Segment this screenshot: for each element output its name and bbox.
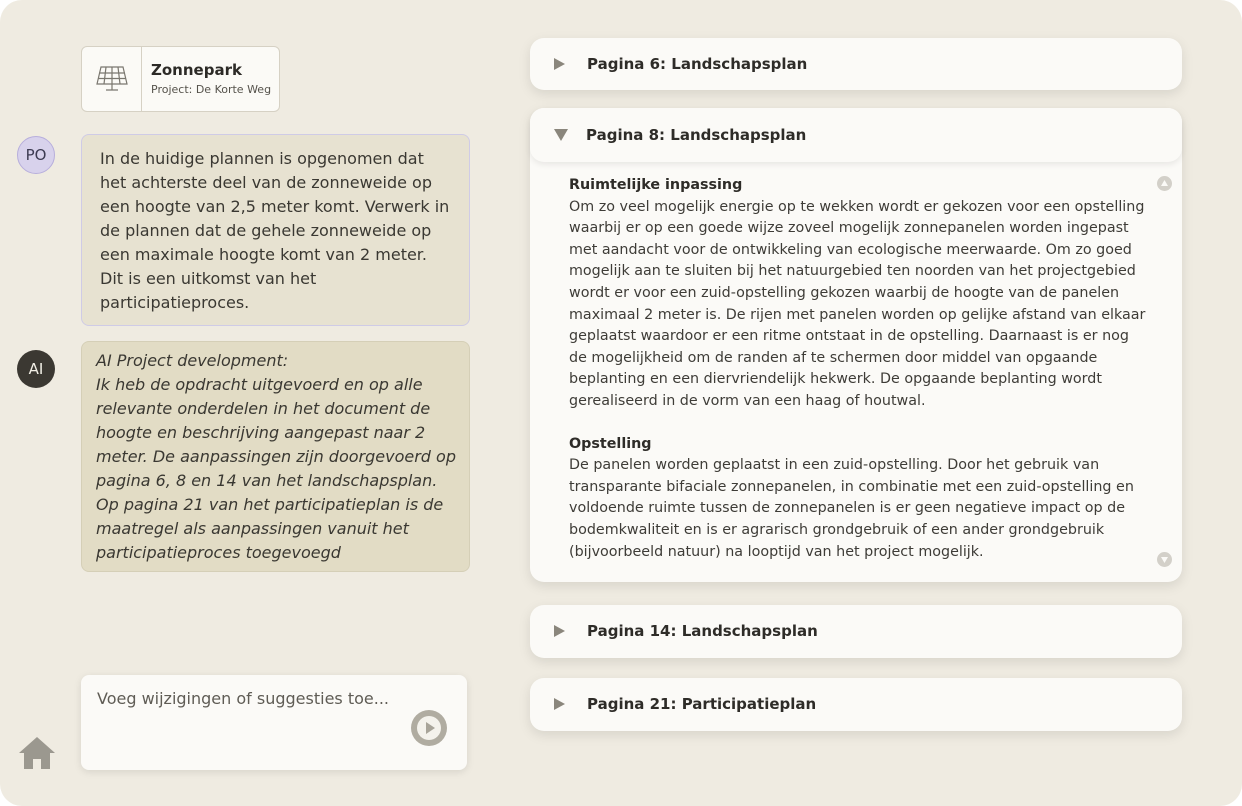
panel-content <box>569 175 1149 563</box>
solar-panel-icon <box>82 47 142 111</box>
triangle-right-icon <box>554 625 565 637</box>
ai-message <box>81 341 470 572</box>
panel-header-pagina-21[interactable] <box>530 678 1182 730</box>
triangle-right-icon <box>554 698 565 710</box>
user-avatar: PO <box>17 136 55 174</box>
panel-title: Pagina 8: Landschapsplan <box>586 126 807 144</box>
panel-pagina-14 <box>530 605 1182 658</box>
project-name: Zonnepark <box>151 61 242 79</box>
suggestion-input-box[interactable] <box>81 675 467 770</box>
suggestion-input[interactable] <box>97 689 397 708</box>
panel-pagina-21 <box>530 678 1182 731</box>
panel-pagina-6 <box>530 38 1182 90</box>
panel-title: Pagina 14: Landschapsplan <box>587 622 818 640</box>
section-text: Om zo veel mogelijk energie op te wekken wordt er gekozen voor een opstelling waarbij er op een goede wijze zoveel mogelijk zonnepanelen worden ingepast met aandacht voor de ontwikkeling van ecologische meerwaarde. Om zo goed mogelijk aan te sluiten bij het natuurgebied ten noorden van het projectgebied wordt er voor een zuid-opstelling gekozen waarbij de hoogte van de panelen maximaal 2 meter is. De rijen met panelen worden op gelijke afstand van elkaar geplaatst waardoor er een ritme ontstaat in de opstelling. Daarnaast is er nog de mogelijkheid om de randen af te schermen door middel van opgaande beplanting en een diervriendelijk hekwerk. De opgaande beplanting wordt gerealiseerd in de vorm van een haag of houtwal. <box>569 198 1146 409</box>
ai-avatar: AI <box>17 350 55 388</box>
home-icon <box>18 736 56 770</box>
play-icon <box>411 710 447 746</box>
project-subtitle: Project: De Korte Weg <box>151 83 272 96</box>
panel-header-pagina-8[interactable] <box>530 108 1182 162</box>
section-text: De panelen worden geplaatst in een zuid-opstelling. Door het gebruik van transparante bifaciale zonnepanelen, in combinatie met een zuid-opstelling en voldoende ruimte tussen de zonnepanelen is er geen negatieve impact op de bodemkwaliteit en is er agrarisch grondgebruik of een ander grondgebruik (bijvoorbeeld natuur) na looptijd van het project mogelijk. <box>569 457 1134 560</box>
project-card[interactable] <box>81 46 280 112</box>
panel-header-pagina-6[interactable] <box>530 38 1182 90</box>
scroll-up-icon[interactable] <box>1157 176 1172 191</box>
user-message: In de huidige plannen is opgenomen dat het achterste deel van de zonneweide op een hoogte van 2,5 meter komt. Verwerk in de plannen dat de gehele zonneweide op een maximale hoogte komt van 2 meter. Dit is een uitkomst van het participatieproces. <box>81 134 470 326</box>
section-heading: Ruimtelijke inpassing <box>569 177 743 193</box>
section-heading: Opstelling <box>569 435 652 452</box>
panel-title: Pagina 21: Participatieplan <box>587 695 817 713</box>
ai-message-text: Ik heb de opdracht uitgevoerd en op alle relevante onderdelen in het document de hoogte en beschrijving aangepast naar 2 meter. De aanpassingen zijn doorgevoerd op pagina 6, 8 en 14 van het landschapsplan. Op pagina 21 van het participatieplan is de maatregel als aanpassingen vanuit het participatieproces toegevoegd <box>96 375 456 562</box>
panel-header-pagina-14[interactable] <box>530 605 1182 657</box>
ai-message-label: AI Project development: <box>96 351 289 370</box>
panel-pagina-8 <box>530 108 1182 582</box>
triangle-down-icon <box>554 129 568 141</box>
scroll-down-icon[interactable] <box>1157 552 1172 567</box>
send-button[interactable] <box>411 710 447 746</box>
panel-title: Pagina 6: Landschapsplan <box>587 55 808 73</box>
home-button[interactable] <box>18 736 56 770</box>
triangle-right-icon <box>554 58 565 70</box>
